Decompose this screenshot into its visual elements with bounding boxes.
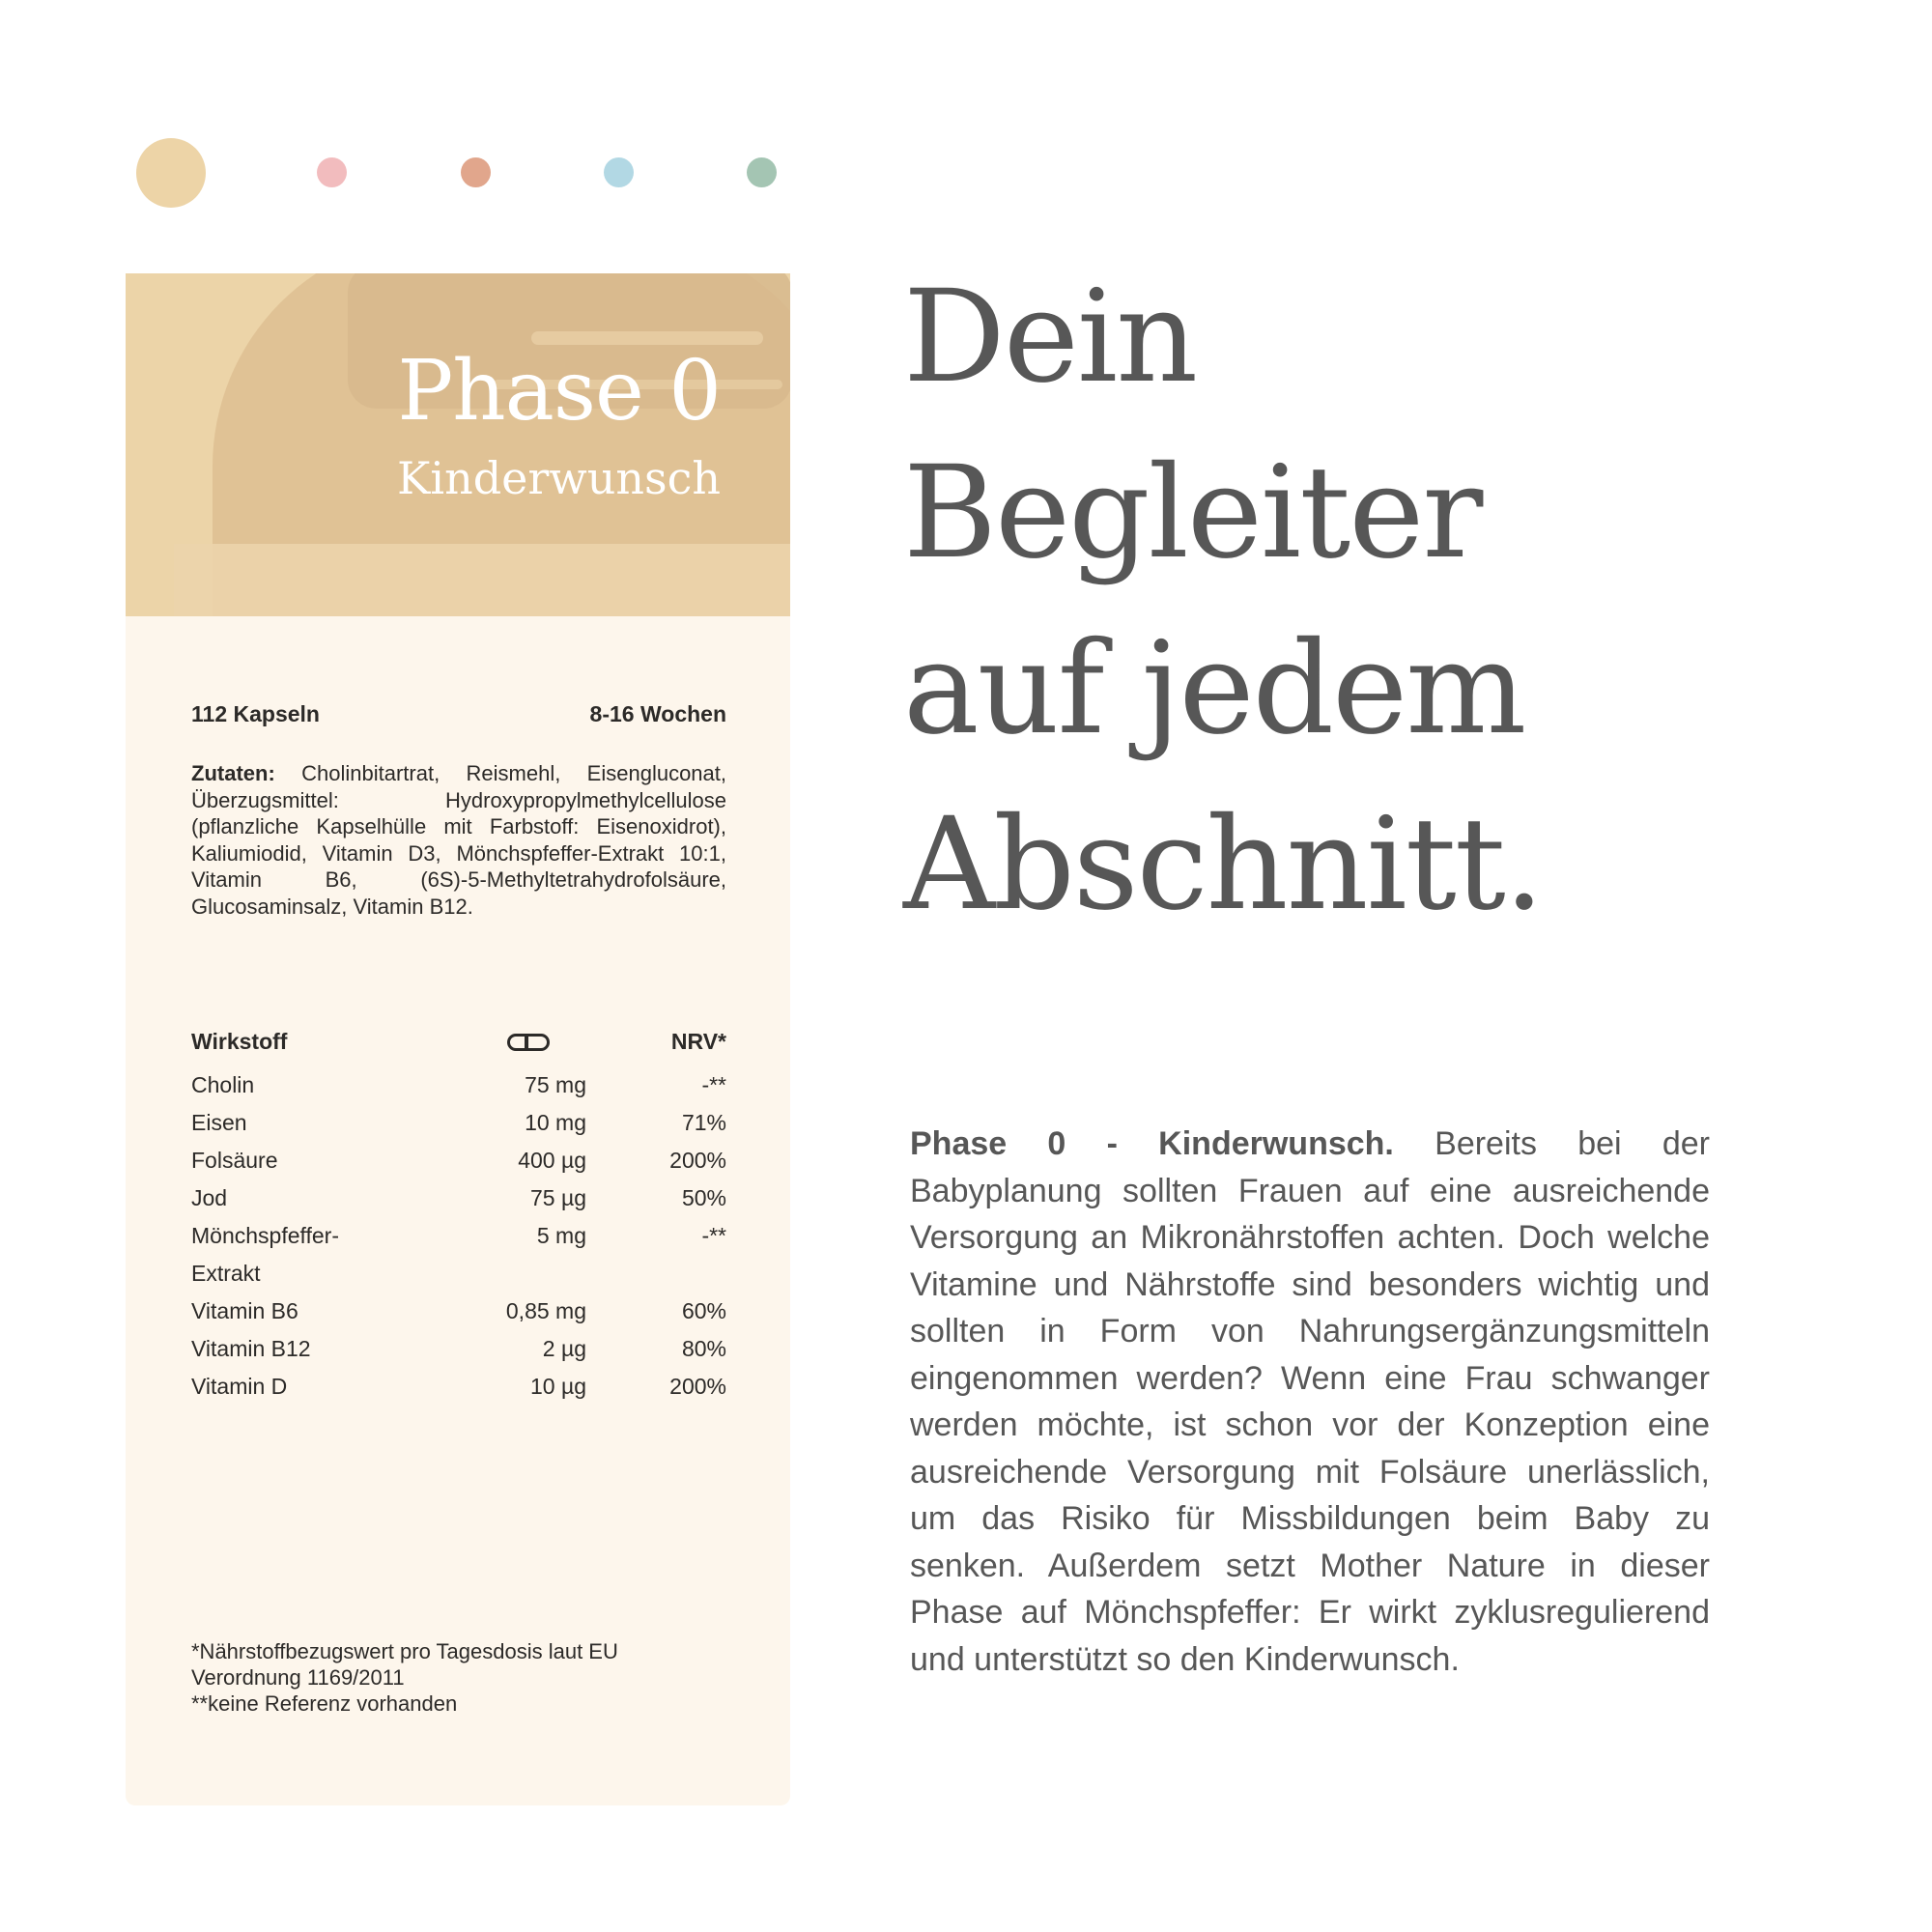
nutrient-name: Folsäure: [191, 1148, 278, 1173]
footnote-no-reference: **keine Referenz vorhanden: [191, 1691, 458, 1716]
header-wirkstoff: Wirkstoff: [191, 1028, 288, 1054]
nutrient-name: Extrakt: [191, 1261, 261, 1286]
product-card: [126, 273, 790, 1805]
ingredients: [191, 760, 726, 920]
headline-line: auf jedem: [903, 614, 1525, 763]
table-row: [191, 1255, 726, 1293]
table-row: [191, 1066, 726, 1104]
nutrient-amount: 2 µg: [542, 1336, 586, 1361]
nutrient-amount: 5 mg: [536, 1223, 586, 1248]
table-row: [191, 1142, 726, 1179]
headline-line: Begleiter: [903, 439, 1482, 587]
nutrient-nrv: 80%: [681, 1336, 726, 1361]
nutrient-amount: 75 mg: [525, 1072, 586, 1097]
description-text: Bereits bei der Babyplanung sollten Frauen auf eine ausreichende Versorgung an Mikronährstoffen achten. Doch welche Vitamine und Nährstoffe sind besonders wichtig und sollten in Form von Nahrungsergänzungsmitteln eingenommen werden? Wenn eine Frau schwanger werden möchte, ist schon vor der Konzeption eine ausreichende Versorgung mit Folsäure unerlässlich, um das Risiko für Missbildungen beim Baby zu senken. Außerdem setzt Mother Nature in dieser Phase auf Mönchspfeffer: Er wirkt zyklusregulierend und unterstützt so den Kinderwunsch.: [910, 1125, 1710, 1678]
nutrient-nrv: 60%: [681, 1298, 726, 1323]
footnotes: [191, 1638, 726, 1717]
nutrient-amount: 75 µg: [529, 1185, 586, 1210]
nutrient-nrv: 200%: [669, 1374, 726, 1399]
table-row: [191, 1104, 726, 1142]
headline-line: Abschnitt.: [903, 790, 1543, 939]
phase-dot-2[interactable]: [461, 157, 491, 187]
phase-dot-4[interactable]: [747, 157, 777, 187]
table-row: [191, 1179, 726, 1217]
table-row: [191, 1330, 726, 1368]
nutrient-nrv: 50%: [681, 1185, 726, 1210]
product-hero-image: [126, 273, 790, 616]
table-row: [191, 1217, 726, 1255]
description-paragraph: [910, 1121, 1710, 1683]
nutrient-amount: 10 mg: [525, 1110, 586, 1135]
capsule-count: 112 Kapseln: [191, 701, 320, 726]
table-header: [191, 1022, 726, 1061]
table-row: [191, 1368, 726, 1406]
nutrient-nrv: -**: [701, 1223, 726, 1248]
nutrient-amount: 0,85 mg: [505, 1298, 586, 1323]
nutrient-nrv: 71%: [681, 1110, 726, 1135]
nutrient-nrv: 200%: [669, 1148, 726, 1173]
nutrient-table: [191, 1022, 726, 1406]
nutrient-name: Jod: [191, 1185, 228, 1210]
header-amount: [432, 1029, 586, 1055]
nutrient-nrv: -**: [701, 1072, 726, 1097]
nutrient-name: Cholin: [191, 1072, 255, 1097]
phase-dot-1[interactable]: [317, 157, 347, 187]
product-info: [191, 701, 726, 920]
jar-label-shape: [174, 544, 790, 616]
nutrient-name: Vitamin B12: [191, 1336, 311, 1361]
headline: [903, 249, 1543, 952]
card-subtitle: Kinderwunsch: [397, 452, 721, 504]
nutrient-name: Eisen: [191, 1110, 247, 1135]
ingredients-label: Zutaten:: [191, 761, 275, 785]
phase-dot-0-active[interactable]: [136, 138, 206, 208]
headline-line: Dein: [903, 263, 1197, 412]
card-title: Phase 0: [397, 343, 721, 440]
package-info-row: [191, 701, 726, 727]
nutrient-name: Mönchspfeffer-: [191, 1223, 339, 1248]
nutrient-amount: 10 µg: [529, 1374, 586, 1399]
nutrient-name: Vitamin D: [191, 1374, 288, 1399]
duration: 8-16 Wochen: [589, 701, 726, 726]
description-lead: Phase 0 - Kinderwunsch.: [910, 1125, 1394, 1162]
ingredients-text: Cholinbitartrat, Reismehl, Eisengluconat, Überzugsmittel: Hydroxypropylmethylcellulose (pflanzliche Kapselhülle mit Farbstoff: Eisenoxidrot), Kaliumiodid, Vitamin D3, Mönchspfeffer-Extrakt 10:1, Vitamin B6, (6S)-5-Methyltetrahydrofolsäure, Glucosaminsalz, Vitamin B12.: [191, 761, 726, 919]
phase-dot-3[interactable]: [604, 157, 634, 187]
nutrient-name: Vitamin B6: [191, 1298, 298, 1323]
footnote-nrv: *Nährstoffbezugswert pro Tagesdosis laut EU Verordnung 1169/2011: [191, 1639, 618, 1690]
header-nrv: NRV*: [670, 1028, 726, 1054]
capsule-icon: [507, 1034, 550, 1051]
table-row: [191, 1293, 726, 1330]
nutrient-amount: 400 µg: [518, 1148, 586, 1173]
